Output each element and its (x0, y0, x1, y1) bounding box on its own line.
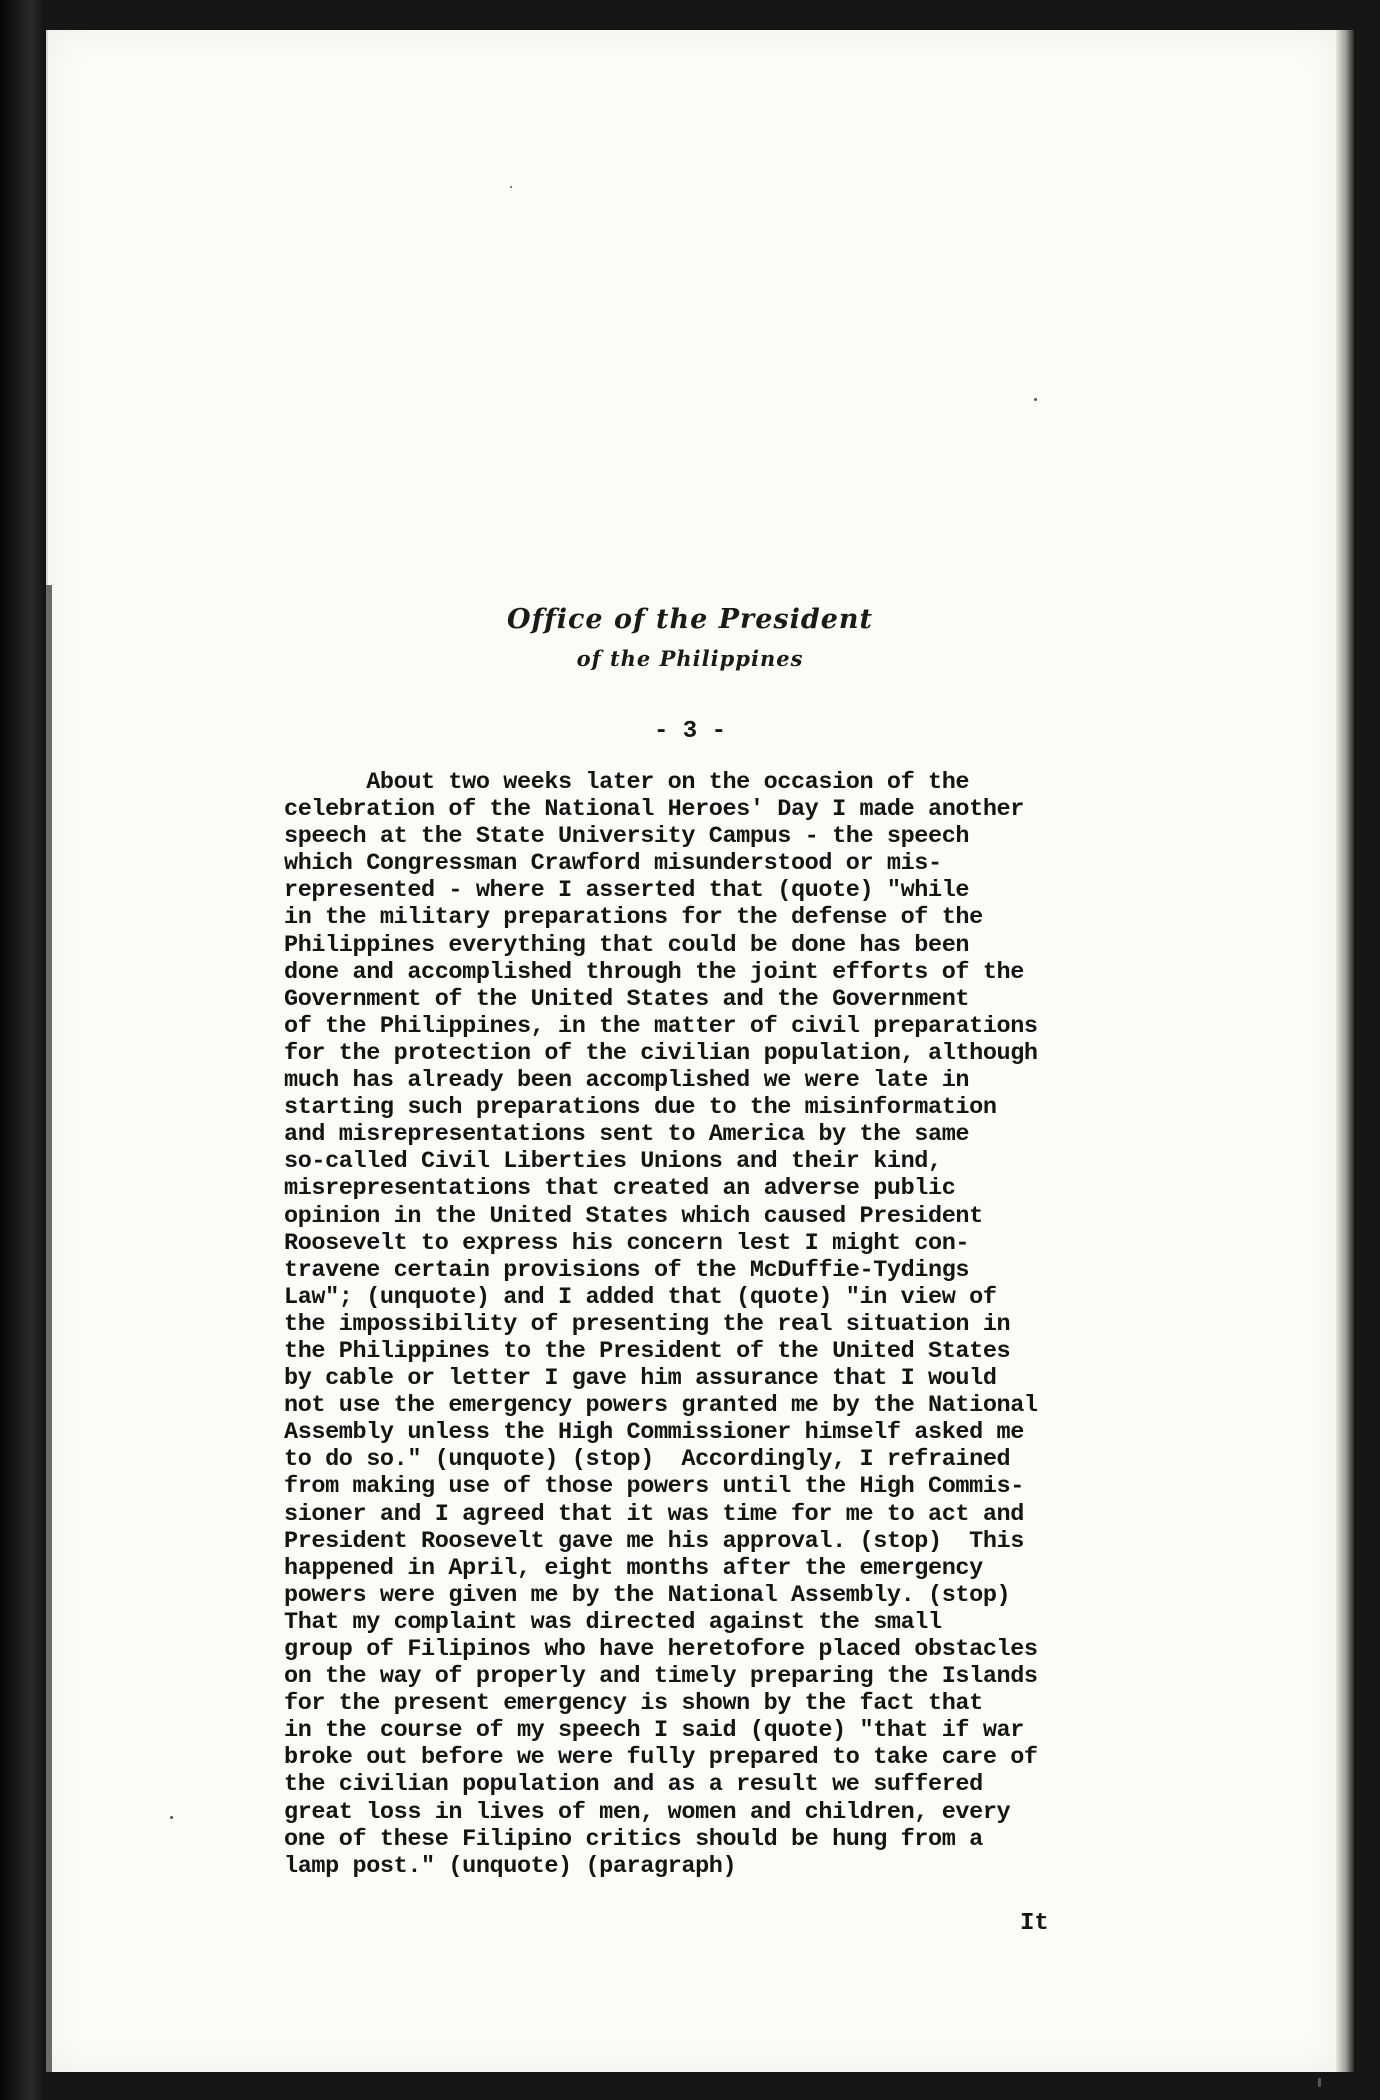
body-line: from making use of those powers until the High Commis- (284, 1473, 1024, 1501)
page-number: - 3 - (653, 718, 726, 745)
letterhead-subtitle: of the Philippines (576, 646, 804, 671)
body-line: Government of the United States and the Government (284, 985, 970, 1013)
body-line: sioner and I agreed that it was time for me to act and (284, 1500, 1024, 1528)
body-line: represented - where I asserted that (quote) "while (284, 877, 970, 905)
body-line: in the military preparations for the defense of the (284, 904, 983, 932)
body-line: group of Filipinos who have heretofore placed obstacles (284, 1636, 1038, 1663)
body-line: powers were given me by the National Assembly. (stop) (284, 1581, 1011, 1609)
body-line: by cable or letter I gave him assurance that I would (284, 1365, 997, 1393)
body-line: and misrepresentations sent to America by the same (284, 1121, 970, 1149)
body-line: President Roosevelt gave me his approval. (stop) This (284, 1527, 1024, 1555)
body-line: celebration of the National Heroes' Day I made another (284, 796, 1024, 824)
page-edge-shadow (1336, 30, 1354, 2072)
body-line: much has already been accomplished we were late in (284, 1067, 970, 1095)
body-line: broke out before we were fully prepared to take care of (284, 1744, 1038, 1772)
body-line: on the way of properly and timely preparing the Islands (284, 1663, 1038, 1691)
body-line: great loss in lives of men, women and children, every (284, 1798, 1011, 1826)
letterhead-title: Office of the President (506, 604, 874, 635)
body-line: happened in April, eight months after the emergency (284, 1554, 983, 1582)
body-line: opinion in the United States which caused President (284, 1202, 983, 1230)
letter-body (284, 769, 1184, 1880)
scan-speck (1034, 398, 1037, 401)
body-line: Roosevelt to express his concern lest I might con- (284, 1229, 970, 1257)
body-line: travene certain provisions of the McDuffie-Tydings (284, 1256, 970, 1284)
body-line: the civilian population and as a result we suffered (284, 1771, 983, 1799)
body-line: Philippines everything that could be done has been (284, 931, 970, 959)
body-line: one of these Filipino critics should be hung from a (284, 1825, 983, 1853)
body-line: for the protection of the civilian population, although (284, 1039, 1038, 1067)
scan-background-left (0, 0, 46, 2100)
scan-speck (1318, 2078, 1321, 2087)
body-line: in the course of my speech I said (quote) "that if war (284, 1717, 1024, 1745)
body-line: the impossibility of presenting the real situation in (284, 1310, 1011, 1338)
body-line: to do so." (unquote) (stop) Accordingly, I refrained (284, 1446, 1011, 1474)
body-line: speech at the State University Campus - the speech (284, 823, 970, 851)
body-line: lamp post." (unquote) (paragraph) (284, 1852, 737, 1880)
body-line: which Congressman Crawford misunderstood or mis- (284, 850, 942, 878)
scan-speck (170, 1816, 173, 1819)
body-line: Assembly unless the High Commissioner himself asked me (284, 1419, 1024, 1447)
body-line: done and accomplished through the joint efforts of the (284, 958, 1024, 986)
body-line: About two weeks later on the occasion of the (284, 769, 970, 796)
body-line: Law"; (unquote) and I added that (quote) "in view of (284, 1283, 997, 1311)
body-line: not use the emergency powers granted me by the National (284, 1392, 1038, 1420)
body-line: of the Philippines, in the matter of civil preparations (284, 1012, 1038, 1040)
body-line: That my complaint was directed against the small (284, 1608, 942, 1636)
body-line: so-called Civil Liberties Unions and their kind, (284, 1148, 942, 1176)
body-line: the Philippines to the President of the United States (284, 1337, 1011, 1365)
body-line: misrepresentations that created an adverse public (284, 1175, 956, 1203)
body-line: starting such preparations due to the misinformation (284, 1094, 997, 1122)
body-line: for the present emergency is shown by the fact that (284, 1690, 983, 1718)
catchword: It (1020, 1910, 1049, 1937)
binding-edge (46, 585, 52, 2072)
scan-speck (510, 186, 512, 188)
